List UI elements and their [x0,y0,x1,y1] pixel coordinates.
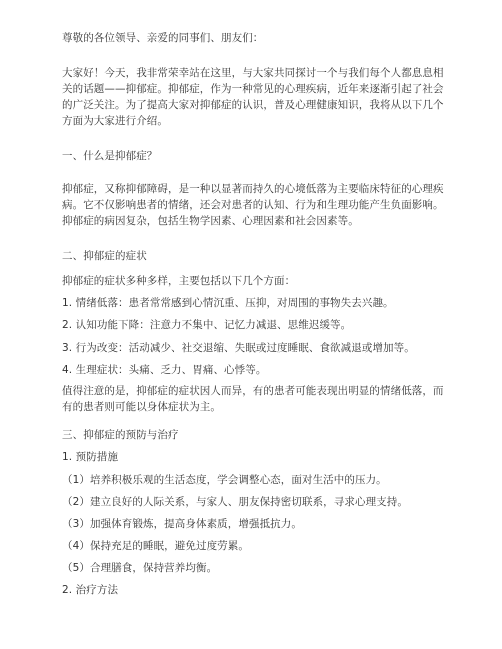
symptom-item: 1. 情绪低落：患者常常感到心情沉重、压抑，对周围的事物失去兴趣。 [62,297,394,309]
section1-line: 病。它不仅影响患者的情绪，还会对患者的认知、行为和生理功能产生负面影响。 [62,199,444,211]
greeting: 尊敬的各位领导、亲爱的同事们、朋友们： [62,32,264,44]
symptom-item: 3. 行为改变：活动减少、社交退缩、失眠或过度睡眠、食欲减退或增加等。 [62,342,415,354]
section1-line: 抑郁症，又称抑郁障碍，是一种以显著而持久的心境低落为主要临床特征的心理疾 [62,183,444,195]
section2-note-line: 值得注意的是，抑郁症的症状因人而异，有的患者可能表现出明显的情绪低落，而 [62,385,444,397]
section1-line: 抑郁症的病因复杂，包括生物学因素、心理因素和社会因素等。 [62,215,359,227]
intro-line: 关的话题——抑郁症。抑郁症，作为一种常见的心理疾病，近年来逐渐引起了社会 [62,83,444,95]
section-heading: 三、抑郁症的预防与治疗 [62,429,179,441]
intro-line: 方面为大家进行介绍。 [62,115,168,127]
section-heading: 二、抑郁症的症状 [62,250,147,262]
intro-line: 大家好！今天，我非常荣幸站在这里，与大家共同探讨一个与我们每个人都息息相 [62,67,444,79]
subsection-heading: 1. 预防措施 [62,451,119,463]
section2-intro: 抑郁症的症状多种多样，主要包括以下几个方面： [62,275,296,287]
subsection-heading: 2. 治疗方法 [62,584,119,596]
section2-note-line: 有的患者则可能以身体症状为主。 [62,401,221,413]
prevention-item: （2）建立良好的人际关系，与家人、朋友保持密切联系，寻求心理支持。 [62,496,408,508]
prevention-item: （3）加强体育锻炼，提高身体素质，增强抵抗力。 [62,518,302,530]
prevention-item: （1）培养积极乐观的生活态度，学会调整心态，面对生活中的压力。 [62,474,387,486]
prevention-item: （4）保持充足的睡眠，避免过度劳累。 [62,540,249,552]
intro-line: 的广泛关注。为了提高大家对抑郁症的认识，普及心理健康知识，我将从以下几个 [62,99,444,111]
symptom-item: 2. 认知功能下降：注意力不集中、记忆力减退、思维迟缓等。 [62,319,352,331]
section-heading: 一、什么是抑郁症？ [62,150,158,162]
symptom-item: 4. 生理症状：头痛、乏力、胃痛、心悸等。 [62,364,267,376]
prevention-item: （5）合理膳食，保持营养均衡。 [62,562,218,574]
